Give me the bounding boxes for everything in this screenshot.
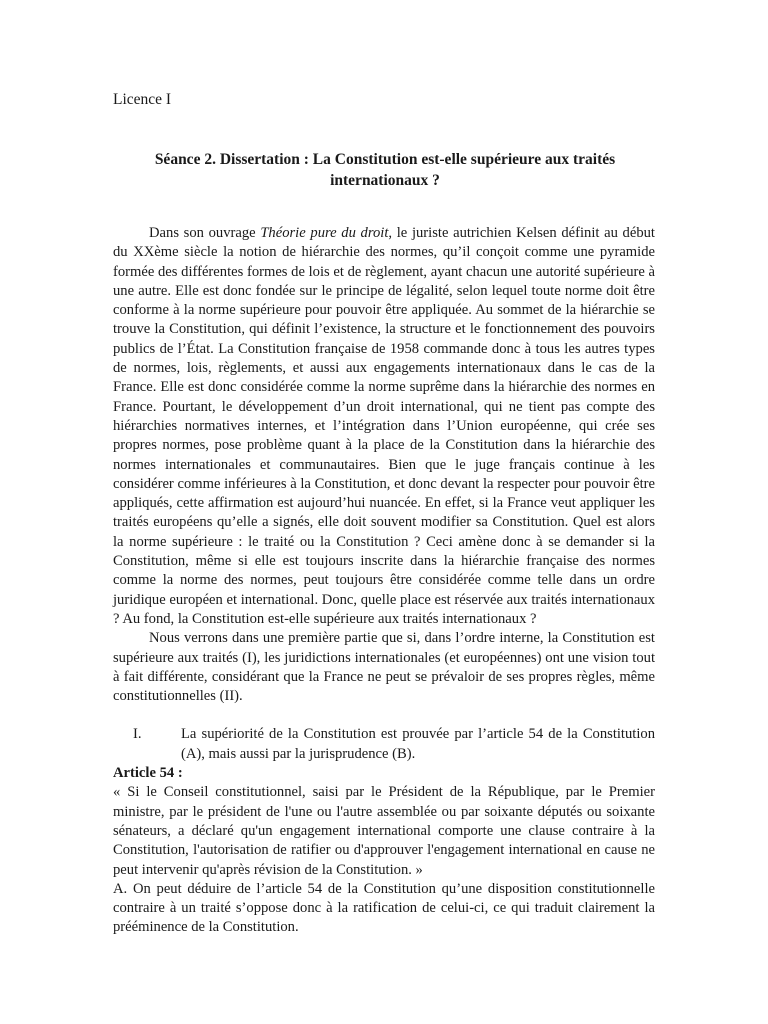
intro-paragraph (113, 224, 655, 629)
subsection-a-paragraph: A. On peut déduire de l’article 54 de la Constitution qu’une disposition constitutionnelle contraire à un traité s’oppose donc à la ratification de celui-ci, ce qui traduit clairement la prééminence de la Constitution. (113, 880, 655, 936)
section-one-numeral: I. (133, 726, 142, 743)
article-quote: « Si le Conseil constitutionnel, saisi par le Président de la République, par le Premier ministre, par le président de l'une ou l'autre assemblée ou par soixante députés ou soixante sénateurs, a déclaré qu'un engagement international comporte une clause contraire à la Constitution, l'autorisation de ratifier ou d'approuver l'engagement international en cause ne peut intervenir qu'après révision de la Constitution. » (113, 784, 655, 878)
document-body (113, 224, 655, 938)
book-title: Théorie pure du droit (260, 225, 389, 241)
document-title: Séance 2. Dissertation : La Constitution est-elle supérieure aux traités internationaux ? (154, 151, 616, 189)
intro-lead: Dans son ouvrage (149, 225, 261, 241)
plan-paragraph: Nous verrons dans une première partie que si, dans l’ordre interne, la Constitution est supérieure aux traités (I), les juridictions internationales (et européennes) ont une vision tout à fait différente, considérant que la France ne peut se prévaloir de ses propres règles, même constitutionnelles (II). (113, 630, 655, 705)
section-one-heading (113, 725, 655, 764)
course-level: Licence I (113, 91, 172, 108)
intro-text: , le juriste autrichien Kelsen définit au début du XXème siècle la notion de hiérarchie des normes, qu’il conçoit comme une pyramide formée des différentes formes de lois et de règlement, ayant chacun une autorité supérieure à une autre. Elle est donc fondée sur le principe de légalité, selon lequel toute norme doit être conforme à la norme supérieure pour pouvoir être appliquée. Au sommet de la hiérarchie se trouve la Constitution, qui définit l’existence, la structure et le fonctionnement des pouvoirs publics de l’État. La Constitution française de 1958 commande donc à tous les autres types de normes, lois, règlements, et aussi aux engagements internationaux dans le cas de la France. Elle est donc considérée comme la norme suprême dans la hiérarchie des normes en France. Pourtant, le développement d’un droit international, qui ne tient pas compte des hiérarchies normatives internes, et l’intégration dans l’Union européenne, qui crée ses propres normes, pose problème quant à la place de la Constitution dans la hiérarchie des normes internationales et communautaires. Bien que le juge français continue à les considérer comme inférieures à la Constitution, et donc devant la respecter pour pouvoir être appliqués, cette affirmation est aujourd’hui nuancée. En effet, si la France veut appliquer les traités européens qu’elle a signés, elle doit souvent modifier sa Constitution. Quel est alors la norme supérieure : le traité ou la Constitution ? Ceci amène donc à se demander si la Constitution, même si elle est toujours inscrite dans la hiérarchie française des normes comme la norme des normes, peut toujours être considérée comme telle dans un ordre juridique européen et international. Donc, quelle place est réservée aux traités internationaux ? Au fond, la Constitution est-elle supérieure aux traités internationaux ? (113, 225, 655, 627)
paragraph-spacer (113, 706, 655, 725)
article-title: Article 54 : (113, 765, 183, 782)
section-one-text: La supériorité de la Constitution est prouvée par l’article 54 de la Constitution (A), mais aussi par la jurisprudence (B). (181, 726, 655, 762)
